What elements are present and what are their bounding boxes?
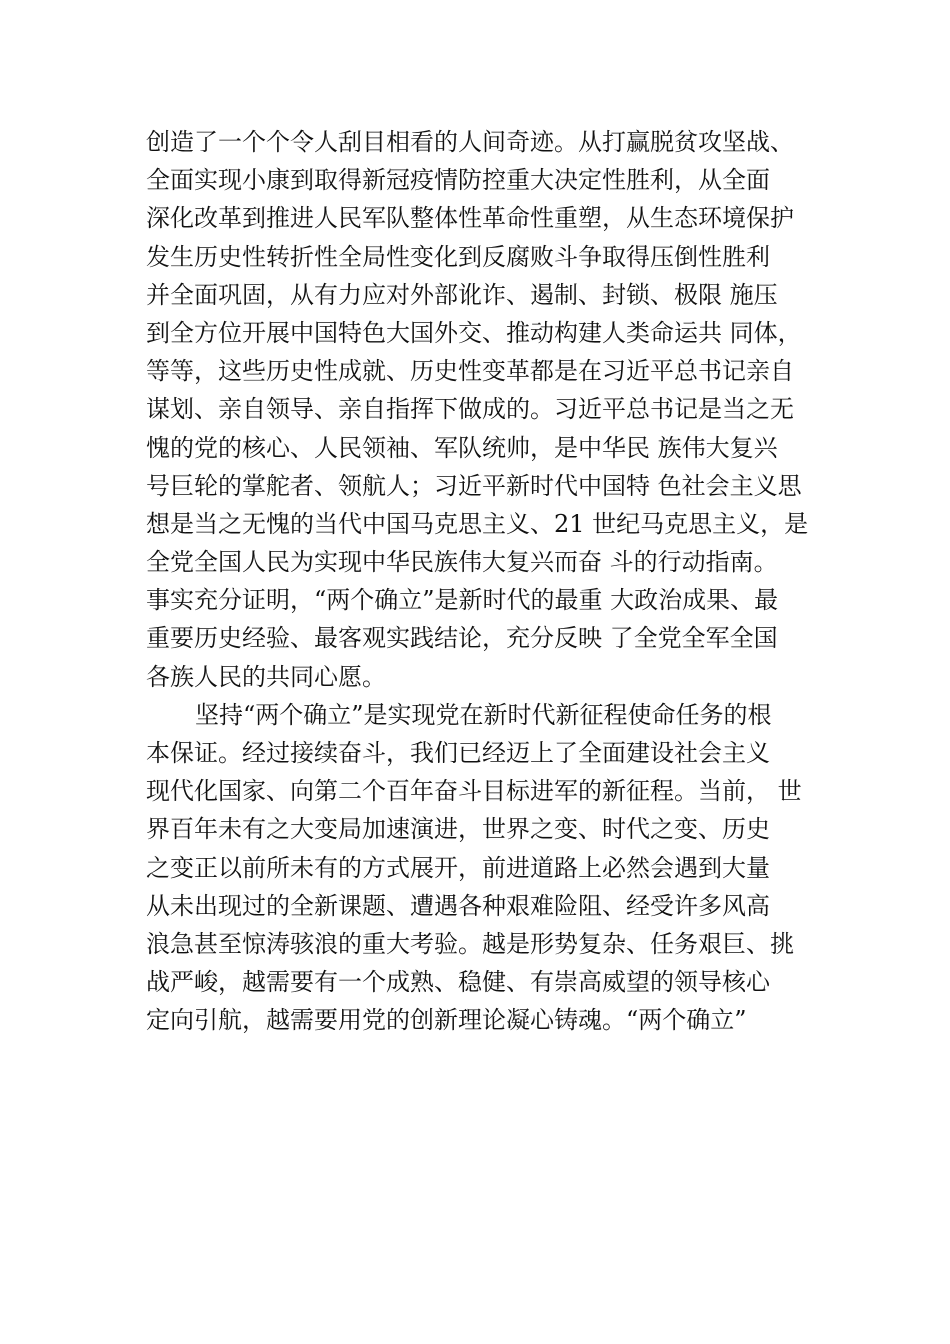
text-line: 从未出现过的全新课题、遭遇各种艰难险阻、经受许多风高	[146, 891, 770, 920]
text-line: 深化改革到推进人民军队整体性革命性重塑，从生态环境保护	[146, 204, 794, 233]
text-line: 全党全国人民为实现中华民族伟大复兴而奋 斗的行动指南。	[146, 548, 778, 577]
text-line: 之变正以前所未有的方式展开，前进道路上必然会遇到大量	[146, 853, 770, 882]
text-line: 定向引航，越需要用党的创新理论凝心铸魂。“两个确立”	[146, 1006, 747, 1035]
text-line: 事实充分证明，“两个确立”是新时代的最重 大政治成果、最	[146, 586, 779, 615]
paragraph-2	[146, 696, 836, 1040]
text-line: 战严峻，越需要有一个成熟、稳健、有崇高威望的领导核心	[146, 968, 770, 997]
text-line: 到全方位开展中国特色大国外交、推动构建人类命运共 同体，	[146, 318, 802, 347]
text-line: 号巨轮的掌舵者、领航人；习近平新时代中国特 色社会主义思	[146, 471, 802, 500]
text-line: 创造了一个个令人刮目相看的人间奇迹。从打赢脱贫攻坚战、	[146, 128, 794, 156]
text-line: 界百年未有之大变局加速演进，世界之变、时代之变、历史	[146, 815, 770, 844]
text-line: 想是当之无愧的当代中国马克思主义、21 世纪马克思主义，是	[146, 509, 809, 538]
text-line: 谋划、亲自领导、亲自指挥下做成的。习近平总书记是当之无	[146, 395, 794, 424]
text-line: 全面实现小康到取得新冠疫情防控重大决定性胜利，从全面	[146, 166, 770, 195]
text-line: 本保证。经过接续奋斗，我们已经迈上了全面建设社会主义	[146, 739, 770, 767]
text-line: 浪急甚至惊涛骇浪的重大考验。越是形势复杂、任务艰巨、挑	[146, 929, 794, 958]
text-line: 坚持“两个确立”是实现党在新时代新征程使命任务的根	[195, 700, 772, 729]
text-line: 发生历史性转折性全局性变化到反腐败斗争取得压倒性胜利	[146, 242, 770, 271]
text-line: 并全面巩固，从有力应对外部讹诈、遏制、封锁、极限 施压	[146, 280, 778, 309]
text-line: 等等，这些历史性成就、历史性变革都是在习近平总书记亲自	[146, 357, 794, 386]
text-line: 愧的党的核心、人民领袖、军队统帅，是中华民 族伟大复兴	[146, 433, 778, 462]
text-line: 各族人民的共同心愿。	[146, 662, 386, 691]
text-line: 现代化国家、向第二个百年奋斗目标进军的新征程。当前， 世	[146, 777, 802, 806]
body-text	[146, 123, 836, 1040]
text-line: 重要历史经验、最客观实践结论，充分反映 了全党全军全国	[146, 624, 778, 653]
paragraph-1	[146, 123, 836, 696]
